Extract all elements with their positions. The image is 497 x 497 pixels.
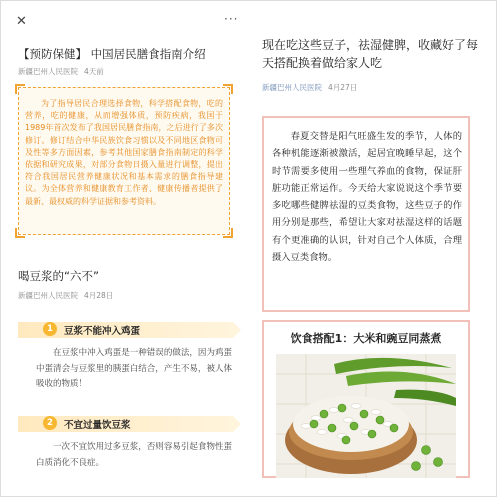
article-source[interactable]: 新疆巴州人民医院 [262,83,322,92]
article-meta [18,290,113,301]
tip-number-badge: 2 [43,416,57,430]
close-icon[interactable]: ✕ [16,14,27,29]
recipe-box [262,320,470,478]
intro-text: 春夏交替是阳气旺盛生发的季节，人体的各种机能逐渐被激活，起居宜晚睡早起，这个时节需要多使用一些理气养血的食物，保证肝脏功能正常运作。今天给大家说说这个季节要多吃哪些健脾祛湿的豆类食物，这些豆子的作用分别是那些，希望让大家对祛湿这样的话题有个更准确的认识，针对自己个人体质，合理摄入豆类食物。 [272,131,462,264]
article-title[interactable]: 喝豆浆的“六不” [18,269,99,283]
tip-body: 一次不宜饮用过多豆浆，否则容易引起食物性蛋白质消化不良症。 [36,442,232,468]
article-source[interactable]: 新疆巴州人民医院 [18,67,78,76]
article-date: 4月27日 [328,83,358,92]
tip-heading [18,416,233,432]
article-title[interactable]: 【预防保健】 中国居民膳食指南介绍 [18,47,206,61]
article-meta [262,82,357,93]
article-date: 4月28日 [84,291,114,300]
article-title[interactable]: 现在吃这些豆子，祛湿健脾，收藏好了每天搭配换着做给家人吃 [262,38,479,70]
rice-peas-photo [276,354,456,478]
tip-heading [18,322,233,338]
corner-decoration [223,84,233,94]
corner-decoration [15,228,25,238]
top-bar [14,12,246,32]
article-date: 4天前 [84,67,104,76]
corner-decoration [223,228,233,238]
corner-decoration [15,84,25,94]
intro-box [262,116,470,312]
rice-bowl-illustration [276,354,456,478]
notice-text: 为了指导居民合理选择食物，科学搭配食物，吃的营养，吃的健康，从而增强体质，预防疾病，我国于1989年首次发布了我国居民膳食指南，之后进行了多次修订。修订结合中华民族饮食习惯以及不同地区食物可及性等多方面因素，参考其他国家膳食指南制定的科学依据和研究成果，对部分食物日摄入量进行调整，提出符合我国居民营养健康状况和基本需求的膳食指导建议。为全体营养和健康教育工作者、健康传播者提供了最新、最权威的科学证据和参考资料。 [25,99,223,206]
tip-label: 豆浆不能冲入鸡蛋 [64,326,141,337]
tip-number-badge: 1 [43,322,57,336]
tip-body: 在豆浆中冲入鸡蛋是一种错误的做法，因为鸡蛋中蛋清会与豆浆里的胰蛋白结合，产生不易，被人体吸收的物质！ [36,348,232,389]
notice-box [18,87,230,235]
article-source[interactable]: 新疆巴州人民医院 [18,291,78,300]
more-icon[interactable]: ··· [224,12,239,26]
article-meta [18,66,104,77]
tip-label: 不宜过量饮豆浆 [64,420,131,431]
recipe-title: 饮食搭配1：大米和豌豆同蒸煮 [290,332,442,345]
